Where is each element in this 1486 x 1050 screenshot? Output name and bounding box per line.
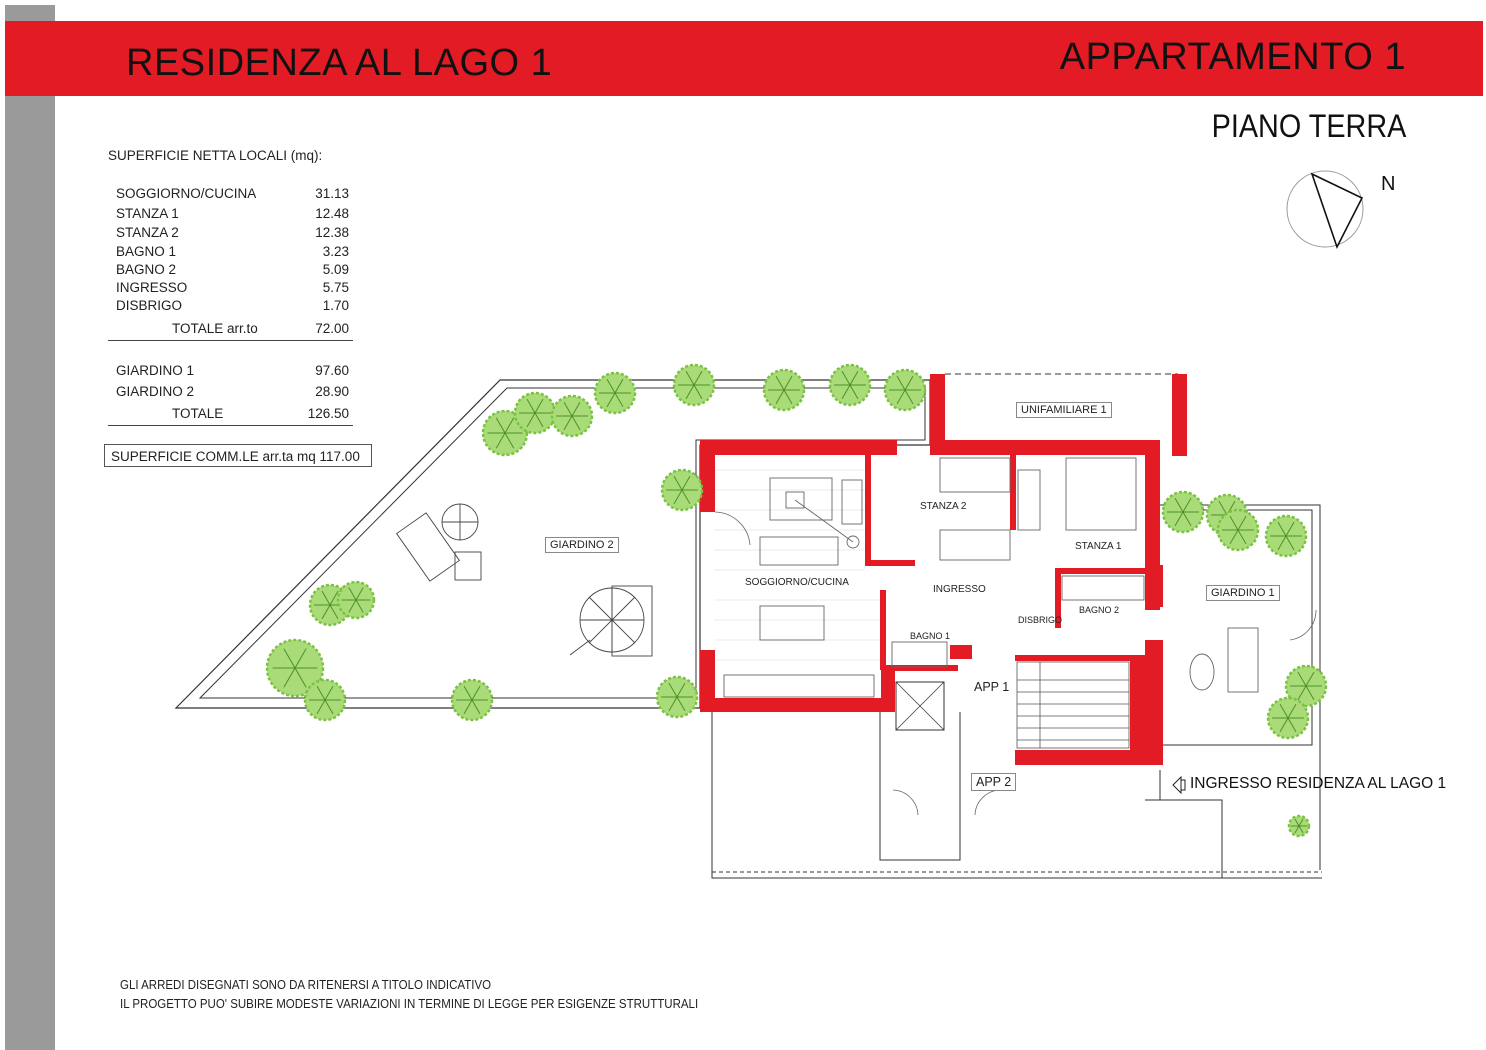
tree-icon <box>595 373 635 413</box>
label-giardino-1: GIARDINO 1 <box>1206 585 1280 601</box>
label-soggiorno: SOGGIORNO/CUCINA <box>745 577 849 588</box>
label-stanza-2: STANZA 2 <box>920 501 967 512</box>
tree-icon <box>305 680 345 720</box>
label-ingresso: INGRESSO <box>933 584 986 595</box>
tree-icon <box>657 677 697 717</box>
area-row: STANZA 1 12.48 <box>116 206 349 221</box>
note-line: IL PROGETTO PUO' SUBIRE MODESTE VARIAZIONI IN TERMINE DI LEGGE PER ESIGENZE STRUTTURALI <box>120 997 699 1011</box>
tree-icon <box>1218 510 1258 550</box>
disclaimer-notes <box>120 976 698 1014</box>
note-line: GLI ARREDI DISEGNATI SONO DA RITENERSI A TITOLO INDICATIVO <box>120 978 492 992</box>
area-row: STANZA 2 12.38 <box>116 225 349 240</box>
tree-icon <box>515 393 555 433</box>
tree-icon <box>338 582 374 618</box>
commercial-area-box: SUPERFICIE COMM.LE arr.ta mq 117.00 <box>104 444 372 467</box>
tree-icon <box>1268 698 1308 738</box>
label-giardino-2: GIARDINO 2 <box>545 537 619 553</box>
tree-icon <box>764 370 804 410</box>
tree-icon <box>674 365 714 405</box>
tree-icon <box>830 365 870 405</box>
tree-icon <box>885 370 925 410</box>
north-label: N <box>1381 173 1396 195</box>
area-row: BAGNO 2 5.09 <box>116 262 349 277</box>
label-bagno-1: BAGNO 1 <box>910 631 951 641</box>
area-total-row: TOTALE arr.to 72.00 <box>108 321 353 341</box>
label-app-1: APP 1 <box>974 680 1010 694</box>
garden-row: GIARDINO 2 28.90 <box>116 384 349 399</box>
area-row: DISBRIGO 1.70 <box>116 298 349 313</box>
tree-icon <box>1266 516 1306 556</box>
tree-icon <box>1163 492 1203 532</box>
area-row: SOGGIORNO/CUCINA 31.13 <box>116 186 349 201</box>
tree-icon <box>662 470 702 510</box>
label-stanza-1: STANZA 1 <box>1075 541 1122 552</box>
tree-icon <box>1289 816 1309 836</box>
tree-icon <box>452 680 492 720</box>
tree-icon <box>552 396 592 436</box>
area-table-heading: SUPERFICIE NETTA LOCALI (mq): <box>108 148 323 163</box>
entrance-arrow-icon <box>1172 776 1186 794</box>
label-app-2: APP 2 <box>971 773 1016 791</box>
label-unifamiliare: UNIFAMILIARE 1 <box>1016 402 1112 418</box>
area-row: INGRESSO 5.75 <box>116 280 349 295</box>
garden-total-row: TOTALE 126.50 <box>108 406 353 426</box>
unit-title: APPARTAMENTO 1 <box>1059 36 1406 78</box>
floor-label: PIANO TERRA <box>1211 108 1406 144</box>
project-title: RESIDENZA AL LAGO 1 <box>126 42 553 84</box>
area-row: BAGNO 1 3.23 <box>116 244 349 259</box>
garden-row: GIARDINO 1 97.60 <box>116 363 349 378</box>
trees-layer <box>267 365 1326 836</box>
label-disbrigo: DISBRIGO <box>1018 615 1063 625</box>
entrance-label: INGRESSO RESIDENZA AL LAGO 1 <box>1190 775 1447 792</box>
label-bagno-2: BAGNO 2 <box>1079 605 1120 615</box>
